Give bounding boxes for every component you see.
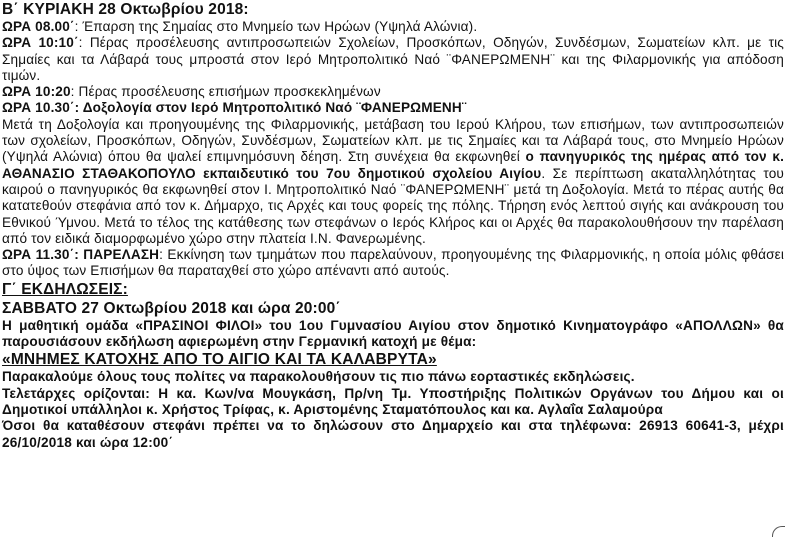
item-1030-para-bold: ο πανηγυρικός της ημέρας από τον κ. ΑΘΑΝΑΣΙΟ ΣΤΑΘΑΚΟΠΟΥΛΟ εκπαιδευτικό του 7ου δημοτικού σχολείου Αιγίου bbox=[2, 149, 784, 181]
item-1020-time: ΩΡΑ 10:20 bbox=[2, 84, 71, 100]
item-1030-paragraph bbox=[2, 117, 784, 247]
item-0800 bbox=[2, 19, 784, 35]
item-1030-time: ΩΡΑ 10.30΄ bbox=[2, 100, 75, 116]
item-0800-text: : Έπαρση της Σημαίας στο Μνημείο των Ηρώων (Υψηλά Αλώνια). bbox=[74, 19, 478, 34]
section-c-heading: Γ΄ ΕΚΔΗΛΩΣΕΙΣ: bbox=[2, 280, 128, 298]
event-description bbox=[2, 318, 784, 351]
event-title-text: «ΜΝΗΜΕΣ ΚΑΤΟΧΗΣ ΑΠΟ ΤΟ ΑΙΓΙΟ ΚΑΙ ΤΑ ΚΑΛΑΒΡΥΤΑ» bbox=[2, 351, 437, 369]
section-b bbox=[2, 0, 784, 280]
item-1130 bbox=[2, 247, 784, 280]
item-1020 bbox=[2, 84, 784, 100]
item-1030-para-1: Μετά τη Δοξολογία και προηγουμένης της Φιλαρμονικής, μετάβαση του Ιερού Κλήρου, των επισήμων, των αντιπροσωπειών των σχολείων, Προσκόπων, Οδηγών, Συνδέσμων, Σωματείων κλπ. με τις Σημαίες και τα Λάβαρά τους, στο Μνημείο Ηρώων (Υψηλά Αλώνια) όπου θα ψαλεί επιμνημόσυνη δέηση. Στη συνέχεια θα εκφωνηθεί bbox=[2, 116, 784, 165]
item-1030-para-2: . Σε περίπτωση ακαταλληλότητας του καιρού ο πανηγυρικός θα εκφωνηθεί στον Ι. Μητροπολιτικό Ναό ¨ΦΑΝΕΡΩΜΕΝΗ¨ μετά τη Δοξολογία. Μετά το πέρας αυτής θα κατατεθούν στεφάνια από τον κ. Δήμαρχο, τις Αρχές και τους φορείς της πόλης. Τήρηση ενός λεπτού σιγής και ανάκρουση του Εθνικού Ύμνου. Μετά το τέλος της κατάθεσης των στεφάνων ο Ιερός Κλήρος και οι Αρχές θα παρακολουθήσουν την παρέλαση από τον ειδικά διαμορφωμένο χώρο στην πλατεία Ι.Ν. Φανερωμένης. bbox=[2, 165, 784, 246]
item-1010-text: : Πέρας προσέλευσης αντιπροσωπειών Σχολείων, Προσκόπων, Οδηγών, Συνδέσμων, Σωματείων κλπ. με τις Σημαίες και τα Λάβαρά τους μπροστά στον Ιερό Μητροπολιτικό Ναό ¨ΦΑΝΕΡΩΜΕΝΗ¨ και της Φιλαρμονικής για απόδοση τιμών. bbox=[2, 35, 784, 83]
item-1030 bbox=[2, 100, 784, 116]
page-corner-mark bbox=[772, 526, 785, 537]
item-1020-text: : Πέρας προσέλευσης επισήμων προσκεκλημένων bbox=[70, 84, 381, 100]
ceremony-masters: Τελετάρχες ορίζονται: Η κα. Κων/να Μουγκάση, Πρ/νη Τμ. Υποστήριξης Πολιτικών Οργάνων του Δήμου και οι Δημοτικοί υπάλληλοι κ. Χρήστος Τρίφας, κ. Αριστομένης Σταματόπουλος και κα. Αγλαΐα Σαλαμούρα bbox=[2, 385, 784, 417]
event-description-text: Η μαθητική ομάδα «ΠΡΑΣΙΝΟΙ ΦΙΛΟΙ» του 1ου Γυμνασίου Αιγίου στον δημοτικό Κινηματογράφο «ΑΠΟΛΛΩΝ» θα παρουσιάσουν εκδήλωση αφιερωμένη στην Γερμανική κατοχή με θέμα: bbox=[2, 317, 784, 350]
section-b-heading: Β΄ ΚΥΡΙΑΚΗ 28 Οκτωβρίου 2018: bbox=[2, 1, 249, 18]
item-1030-title: : Δοξολογία στον Ιερό Μητροπολιτικό Ναό ¨ΦΑΝΕΡΩΜΕΝΗ¨ bbox=[74, 100, 467, 116]
item-1130-text: : Εκκίνηση των τμημάτων που παρελαύνουν, προηγουμένης της Φιλαρμονικής, η οποία μόλις φθάσει στο ύψος των Επισήμων θα παραταχθεί στο χώρο απέναντι από αυτούς. bbox=[2, 247, 784, 279]
item-1130-title: : ΠΑΡΕΛΑΣΗ bbox=[74, 247, 160, 263]
document-page bbox=[2, 0, 784, 451]
item-1010-time: ΩΡΑ 10:10΄ bbox=[2, 35, 79, 51]
event-date-line: ΣΑΒΒΑΤΟ 27 Οκτωβρίου 2018 και ώρα 20:00΄ bbox=[2, 299, 341, 317]
section-c bbox=[2, 280, 784, 451]
event-title bbox=[2, 350, 784, 369]
item-1130-time: ΩΡΑ 11.30΄ bbox=[2, 247, 75, 263]
item-0800-time: ΩΡΑ 08.00΄ bbox=[2, 19, 75, 34]
item-1010 bbox=[2, 35, 784, 84]
wreath-notice: Όσοι θα καταθέσουν στεφάνι πρέπει να το δηλώσουν στο Δημαρχείο και στα τηλέφωνα: 26913 60641-3, μέχρι 26/10/2018 και ώρα 12:00΄ bbox=[2, 418, 784, 450]
invite-line: Παρακαλούμε όλους τους πολίτες να παρακολουθήσουν τις πιο πάνω εορταστικές εκδηλώσεις. bbox=[2, 369, 635, 385]
